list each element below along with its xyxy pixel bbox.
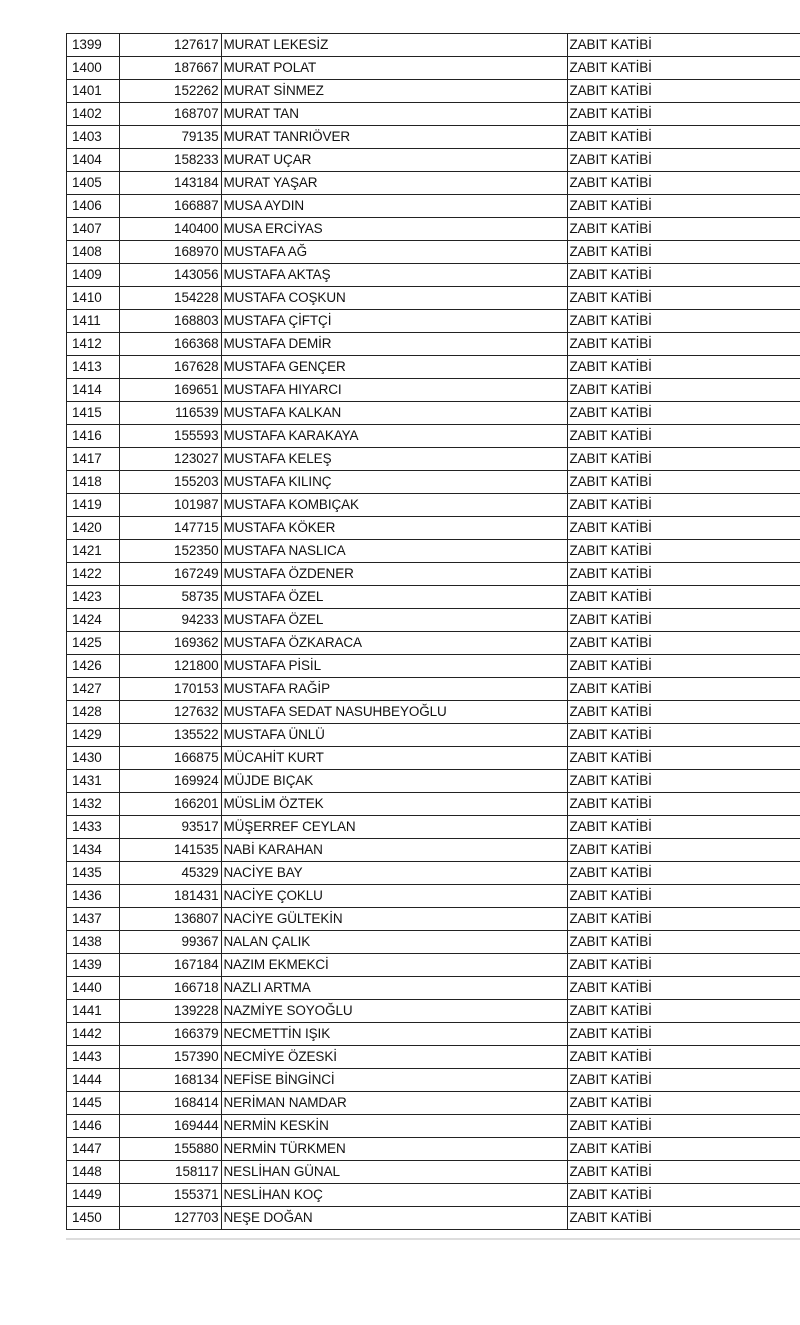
registry-id-cell: 152350 [119, 540, 221, 563]
full-name-cell: NAZMİYE SOYOĞLU [221, 1000, 567, 1023]
registry-id-cell: 168970 [119, 241, 221, 264]
registry-id-cell: 168134 [119, 1069, 221, 1092]
registry-id-cell: 155203 [119, 471, 221, 494]
table-row [67, 356, 800, 379]
row-number-cell: 1421 [67, 540, 119, 563]
table-row [67, 540, 800, 563]
registry-id-cell: 167249 [119, 563, 221, 586]
row-number-cell: 1410 [67, 287, 119, 310]
full-name-cell: MUSTAFA KARAKAYA [221, 425, 567, 448]
full-name-cell: MUSTAFA ÖZEL [221, 586, 567, 609]
job-title-cell: ZABIT KATİBİ [567, 1207, 800, 1230]
job-title-cell: ZABIT KATİBİ [567, 333, 800, 356]
row-number-cell: 1442 [67, 1023, 119, 1046]
table-row [67, 425, 800, 448]
full-name-cell: MUSA AYDIN [221, 195, 567, 218]
job-title-cell: ZABIT KATİBİ [567, 816, 800, 839]
full-name-cell: MURAT LEKESİZ [221, 34, 567, 57]
row-number-cell: 1424 [67, 609, 119, 632]
table-row [67, 264, 800, 287]
job-title-cell: ZABIT KATİBİ [567, 977, 800, 1000]
job-title-cell: ZABIT KATİBİ [567, 931, 800, 954]
job-title-cell: ZABIT KATİBİ [567, 264, 800, 287]
table-row [67, 517, 800, 540]
job-title-cell: ZABIT KATİBİ [567, 747, 800, 770]
row-number-cell: 1445 [67, 1092, 119, 1115]
table-row [67, 793, 800, 816]
full-name-cell: MUSA ERCİYAS [221, 218, 567, 241]
registry-id-cell: 141535 [119, 839, 221, 862]
full-name-cell: MUSTAFA ÇİFTÇİ [221, 310, 567, 333]
job-title-cell: ZABIT KATİBİ [567, 80, 800, 103]
job-title-cell: ZABIT KATİBİ [567, 241, 800, 264]
table-row [67, 977, 800, 1000]
full-name-cell: MUSTAFA AKTAŞ [221, 264, 567, 287]
row-number-cell: 1403 [67, 126, 119, 149]
table-row [67, 333, 800, 356]
table-row [67, 1115, 800, 1138]
registry-id-cell: 116539 [119, 402, 221, 425]
registry-id-cell: 169651 [119, 379, 221, 402]
table-row [67, 402, 800, 425]
row-number-cell: 1399 [67, 34, 119, 57]
full-name-cell: MUSTAFA ÖZDENER [221, 563, 567, 586]
full-name-cell: MUSTAFA NASLICA [221, 540, 567, 563]
full-name-cell: MUSTAFA KÖKER [221, 517, 567, 540]
full-name-cell: MUSTAFA COŞKUN [221, 287, 567, 310]
full-name-cell: NERİMAN NAMDAR [221, 1092, 567, 1115]
full-name-cell: NEFİSE BİNGİNCİ [221, 1069, 567, 1092]
table-row [67, 678, 800, 701]
job-title-cell: ZABIT KATİBİ [567, 517, 800, 540]
full-name-cell: NERMİN TÜRKMEN [221, 1138, 567, 1161]
row-number-cell: 1449 [67, 1184, 119, 1207]
registry-id-cell: 158117 [119, 1161, 221, 1184]
full-name-cell: MÜCAHİT KURT [221, 747, 567, 770]
row-number-cell: 1411 [67, 310, 119, 333]
registry-id-cell: 166368 [119, 333, 221, 356]
full-name-cell: MURAT TANRIÖVER [221, 126, 567, 149]
full-name-cell: MUSTAFA RAĞİP [221, 678, 567, 701]
job-title-cell: ZABIT KATİBİ [567, 586, 800, 609]
registry-id-cell: 93517 [119, 816, 221, 839]
job-title-cell: ZABIT KATİBİ [567, 172, 800, 195]
job-title-cell: ZABIT KATİBİ [567, 402, 800, 425]
full-name-cell: MURAT POLAT [221, 57, 567, 80]
table-row [67, 632, 800, 655]
job-title-cell: ZABIT KATİBİ [567, 770, 800, 793]
table-row [67, 586, 800, 609]
table-row [67, 862, 800, 885]
registry-id-cell: 140400 [119, 218, 221, 241]
registry-id-cell: 166201 [119, 793, 221, 816]
table-row [67, 195, 800, 218]
table-row [67, 1069, 800, 1092]
registry-id-cell: 94233 [119, 609, 221, 632]
job-title-cell: ZABIT KATİBİ [567, 310, 800, 333]
job-title-cell: ZABIT KATİBİ [567, 1069, 800, 1092]
row-number-cell: 1405 [67, 172, 119, 195]
row-number-cell: 1443 [67, 1046, 119, 1069]
full-name-cell: MURAT SİNMEZ [221, 80, 567, 103]
registry-id-cell: 123027 [119, 448, 221, 471]
registry-id-cell: 167628 [119, 356, 221, 379]
table-row [67, 1184, 800, 1207]
row-number-cell: 1446 [67, 1115, 119, 1138]
full-name-cell: MUSTAFA ÜNLÜ [221, 724, 567, 747]
full-name-cell: NEŞE DOĞAN [221, 1207, 567, 1230]
row-number-cell: 1440 [67, 977, 119, 1000]
row-number-cell: 1426 [67, 655, 119, 678]
registry-id-cell: 166379 [119, 1023, 221, 1046]
job-title-cell: ZABIT KATİBİ [567, 908, 800, 931]
job-title-cell: ZABIT KATİBİ [567, 34, 800, 57]
registry-id-cell: 127617 [119, 34, 221, 57]
job-title-cell: ZABIT KATİBİ [567, 103, 800, 126]
registry-id-cell: 45329 [119, 862, 221, 885]
job-title-cell: ZABIT KATİBİ [567, 793, 800, 816]
registry-id-cell: 168707 [119, 103, 221, 126]
full-name-cell: MURAT TAN [221, 103, 567, 126]
table-row [67, 379, 800, 402]
job-title-cell: ZABIT KATİBİ [567, 126, 800, 149]
job-title-cell: ZABIT KATİBİ [567, 609, 800, 632]
registry-id-cell: 181431 [119, 885, 221, 908]
table-row [67, 1207, 800, 1230]
row-number-cell: 1444 [67, 1069, 119, 1092]
job-title-cell: ZABIT KATİBİ [567, 885, 800, 908]
full-name-cell: MUSTAFA PİSİL [221, 655, 567, 678]
row-number-cell: 1434 [67, 839, 119, 862]
row-number-cell: 1407 [67, 218, 119, 241]
row-number-cell: 1447 [67, 1138, 119, 1161]
job-title-cell: ZABIT KATİBİ [567, 1092, 800, 1115]
table-row [67, 655, 800, 678]
full-name-cell: NAZIM EKMEKCİ [221, 954, 567, 977]
registry-id-cell: 166718 [119, 977, 221, 1000]
table-row [67, 218, 800, 241]
registry-id-cell: 79135 [119, 126, 221, 149]
row-number-cell: 1435 [67, 862, 119, 885]
full-name-cell: NESLİHAN KOÇ [221, 1184, 567, 1207]
registry-id-cell: 135522 [119, 724, 221, 747]
registry-id-cell: 169362 [119, 632, 221, 655]
table-row [67, 287, 800, 310]
registry-id-cell: 152262 [119, 80, 221, 103]
job-title-cell: ZABIT KATİBİ [567, 1000, 800, 1023]
table-row [67, 241, 800, 264]
job-title-cell: ZABIT KATİBİ [567, 655, 800, 678]
registry-id-cell: 157390 [119, 1046, 221, 1069]
table-row [67, 1161, 800, 1184]
table-row [67, 770, 800, 793]
table-row [67, 885, 800, 908]
full-name-cell: NESLİHAN GÜNAL [221, 1161, 567, 1184]
job-title-cell: ZABIT KATİBİ [567, 448, 800, 471]
full-name-cell: MUSTAFA GENÇER [221, 356, 567, 379]
job-title-cell: ZABIT KATİBİ [567, 57, 800, 80]
table-row [67, 816, 800, 839]
table-row [67, 1046, 800, 1069]
job-title-cell: ZABIT KATİBİ [567, 632, 800, 655]
job-title-cell: ZABIT KATİBİ [567, 701, 800, 724]
job-title-cell: ZABIT KATİBİ [567, 1184, 800, 1207]
row-number-cell: 1431 [67, 770, 119, 793]
full-name-cell: NECMETTİN IŞIK [221, 1023, 567, 1046]
row-number-cell: 1419 [67, 494, 119, 517]
table-row [67, 80, 800, 103]
row-number-cell: 1437 [67, 908, 119, 931]
row-number-cell: 1408 [67, 241, 119, 264]
table-row [67, 1000, 800, 1023]
table-row [67, 701, 800, 724]
registry-id-cell: 169444 [119, 1115, 221, 1138]
job-title-cell: ZABIT KATİBİ [567, 540, 800, 563]
full-name-cell: NACİYE GÜLTEKİN [221, 908, 567, 931]
personnel-list-sheet [66, 33, 800, 1230]
full-name-cell: MUSTAFA ÖZKARACA [221, 632, 567, 655]
row-number-cell: 1417 [67, 448, 119, 471]
table-row [67, 126, 800, 149]
registry-id-cell: 155880 [119, 1138, 221, 1161]
row-number-cell: 1436 [67, 885, 119, 908]
table-row [67, 724, 800, 747]
row-number-cell: 1439 [67, 954, 119, 977]
job-title-cell: ZABIT KATİBİ [567, 1023, 800, 1046]
table-row [67, 494, 800, 517]
registry-id-cell: 167184 [119, 954, 221, 977]
full-name-cell: MUSTAFA KALKAN [221, 402, 567, 425]
job-title-cell: ZABIT KATİBİ [567, 1046, 800, 1069]
full-name-cell: NACİYE BAY [221, 862, 567, 885]
registry-id-cell: 166875 [119, 747, 221, 770]
table-row [67, 149, 800, 172]
row-number-cell: 1433 [67, 816, 119, 839]
row-number-cell: 1432 [67, 793, 119, 816]
row-number-cell: 1429 [67, 724, 119, 747]
row-number-cell: 1412 [67, 333, 119, 356]
table-row [67, 609, 800, 632]
job-title-cell: ZABIT KATİBİ [567, 678, 800, 701]
row-number-cell: 1420 [67, 517, 119, 540]
table-row [67, 172, 800, 195]
job-title-cell: ZABIT KATİBİ [567, 724, 800, 747]
registry-id-cell: 169924 [119, 770, 221, 793]
row-number-cell: 1414 [67, 379, 119, 402]
full-name-cell: NACİYE ÇOKLU [221, 885, 567, 908]
row-number-cell: 1427 [67, 678, 119, 701]
row-number-cell: 1425 [67, 632, 119, 655]
table-row [67, 1092, 800, 1115]
job-title-cell: ZABIT KATİBİ [567, 356, 800, 379]
full-name-cell: NABİ KARAHAN [221, 839, 567, 862]
registry-id-cell: 127632 [119, 701, 221, 724]
table-row [67, 747, 800, 770]
registry-id-cell: 154228 [119, 287, 221, 310]
full-name-cell: MUSTAFA KOMBIÇAK [221, 494, 567, 517]
job-title-cell: ZABIT KATİBİ [567, 1138, 800, 1161]
registry-id-cell: 166887 [119, 195, 221, 218]
registry-id-cell: 168414 [119, 1092, 221, 1115]
row-number-cell: 1409 [67, 264, 119, 287]
full-name-cell: MÜŞERREF CEYLAN [221, 816, 567, 839]
full-name-cell: MURAT UÇAR [221, 149, 567, 172]
job-title-cell: ZABIT KATİBİ [567, 287, 800, 310]
full-name-cell: NERMİN KESKİN [221, 1115, 567, 1138]
row-number-cell: 1401 [67, 80, 119, 103]
job-title-cell: ZABIT KATİBİ [567, 862, 800, 885]
row-number-cell: 1406 [67, 195, 119, 218]
job-title-cell: ZABIT KATİBİ [567, 218, 800, 241]
table-row [67, 931, 800, 954]
table-row [67, 954, 800, 977]
full-name-cell: MUSTAFA KILINÇ [221, 471, 567, 494]
row-number-cell: 1448 [67, 1161, 119, 1184]
registry-id-cell: 136807 [119, 908, 221, 931]
full-name-cell: NECMİYE ÖZESKİ [221, 1046, 567, 1069]
row-number-cell: 1422 [67, 563, 119, 586]
personnel-table-body [67, 34, 800, 1230]
row-number-cell: 1441 [67, 1000, 119, 1023]
row-number-cell: 1413 [67, 356, 119, 379]
full-name-cell: MÜJDE BIÇAK [221, 770, 567, 793]
table-row [67, 310, 800, 333]
table-row [67, 471, 800, 494]
full-name-cell: MURAT YAŞAR [221, 172, 567, 195]
registry-id-cell: 147715 [119, 517, 221, 540]
registry-id-cell: 187667 [119, 57, 221, 80]
registry-id-cell: 127703 [119, 1207, 221, 1230]
full-name-cell: MUSTAFA SEDAT NASUHBEYOĞLU [221, 701, 567, 724]
registry-id-cell: 155371 [119, 1184, 221, 1207]
job-title-cell: ZABIT KATİBİ [567, 149, 800, 172]
table-row [67, 34, 800, 57]
full-name-cell: MUSTAFA DEMİR [221, 333, 567, 356]
row-number-cell: 1402 [67, 103, 119, 126]
job-title-cell: ZABIT KATİBİ [567, 563, 800, 586]
full-name-cell: MÜSLİM ÖZTEK [221, 793, 567, 816]
registry-id-cell: 58735 [119, 586, 221, 609]
registry-id-cell: 139228 [119, 1000, 221, 1023]
job-title-cell: ZABIT KATİBİ [567, 471, 800, 494]
job-title-cell: ZABIT KATİBİ [567, 494, 800, 517]
full-name-cell: MUSTAFA ÖZEL [221, 609, 567, 632]
full-name-cell: MUSTAFA AĞ [221, 241, 567, 264]
row-number-cell: 1418 [67, 471, 119, 494]
table-row [67, 448, 800, 471]
registry-id-cell: 121800 [119, 655, 221, 678]
table-row [67, 103, 800, 126]
registry-id-cell: 155593 [119, 425, 221, 448]
job-title-cell: ZABIT KATİBİ [567, 195, 800, 218]
row-number-cell: 1400 [67, 57, 119, 80]
full-name-cell: MUSTAFA KELEŞ [221, 448, 567, 471]
scan-smear [66, 1238, 800, 1240]
table-row [67, 839, 800, 862]
full-name-cell: NAZLI ARTMA [221, 977, 567, 1000]
full-name-cell: MUSTAFA HIYARCI [221, 379, 567, 402]
row-number-cell: 1438 [67, 931, 119, 954]
registry-id-cell: 168803 [119, 310, 221, 333]
job-title-cell: ZABIT KATİBİ [567, 839, 800, 862]
job-title-cell: ZABIT KATİBİ [567, 425, 800, 448]
table-row [67, 908, 800, 931]
row-number-cell: 1423 [67, 586, 119, 609]
registry-id-cell: 143056 [119, 264, 221, 287]
table-row [67, 1138, 800, 1161]
registry-id-cell: 99367 [119, 931, 221, 954]
row-number-cell: 1430 [67, 747, 119, 770]
table-row [67, 57, 800, 80]
registry-id-cell: 158233 [119, 149, 221, 172]
job-title-cell: ZABIT KATİBİ [567, 954, 800, 977]
row-number-cell: 1404 [67, 149, 119, 172]
personnel-table [67, 34, 800, 1230]
row-number-cell: 1450 [67, 1207, 119, 1230]
table-row [67, 1023, 800, 1046]
registry-id-cell: 143184 [119, 172, 221, 195]
table-row [67, 563, 800, 586]
full-name-cell: NALAN ÇALIK [221, 931, 567, 954]
row-number-cell: 1428 [67, 701, 119, 724]
registry-id-cell: 170153 [119, 678, 221, 701]
registry-id-cell: 101987 [119, 494, 221, 517]
job-title-cell: ZABIT KATİBİ [567, 1115, 800, 1138]
row-number-cell: 1416 [67, 425, 119, 448]
job-title-cell: ZABIT KATİBİ [567, 1161, 800, 1184]
row-number-cell: 1415 [67, 402, 119, 425]
job-title-cell: ZABIT KATİBİ [567, 379, 800, 402]
